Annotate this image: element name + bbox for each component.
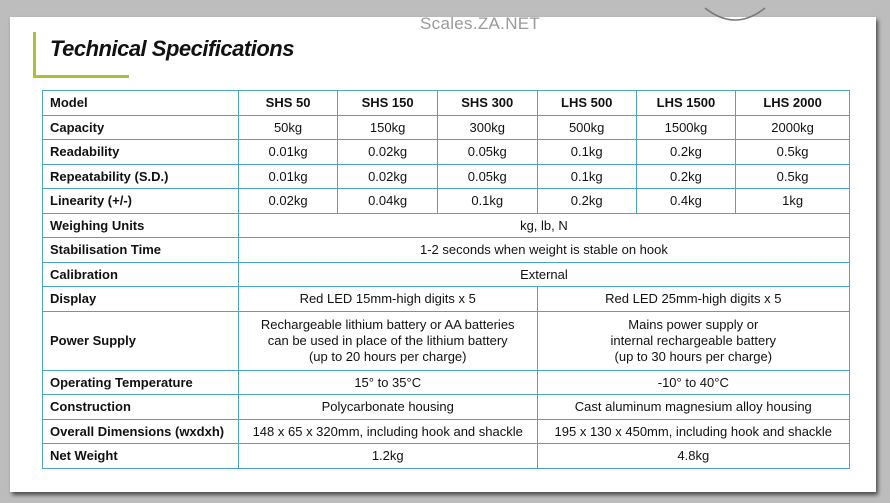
cell-value: 0.02kg [338,140,438,165]
cell-value: 2000kg [736,115,850,140]
table-header-row [43,91,850,116]
cell-value: 1-2 seconds when weight is stable on hook [238,238,849,263]
cell-value: 150kg [338,115,438,140]
cell-value: 1.2kg [238,444,537,469]
spec-table [42,90,850,469]
cell-value: 4.8kg [537,444,849,469]
cell-line: Rechargeable lithium battery or AA batteries [260,316,515,332]
row-label: Display [43,287,239,312]
row-label: Overall Dimensions (wxdxh) [43,419,239,444]
table-row [43,311,850,370]
row-label: Operating Temperature [43,370,239,395]
table-row [43,395,850,420]
cell-value: 1500kg [636,115,735,140]
cell-line: (up to 20 hours per charge) [308,348,467,364]
cell-value: 0.05kg [437,140,537,165]
row-label: Linearity (+/-) [43,189,239,214]
cell-value: 0.02kg [238,189,337,214]
cell-value: kg, lb, N [238,213,849,238]
row-label: Capacity [43,115,239,140]
cell-value: Red LED 15mm-high digits x 5 [238,287,537,312]
cell-value: 0.01kg [238,164,337,189]
table-row [43,370,850,395]
row-label: Stabilisation Time [43,238,239,263]
table-row [43,238,850,263]
cell-value: Cast aluminum magnesium alloy housing [537,395,849,420]
cell-value: 195 x 130 x 450mm, including hook and shackle [537,419,849,444]
model-header: LHS 1500 [636,91,735,116]
cell-value [238,311,537,370]
cell-value: 0.04kg [338,189,438,214]
cell-value: 0.1kg [537,164,636,189]
cell-value: -10° to 40°C [537,370,849,395]
cell-value: 0.1kg [437,189,537,214]
table-row [43,287,850,312]
model-header: LHS 2000 [736,91,850,116]
cell-value: 300kg [437,115,537,140]
model-header: SHS 50 [238,91,337,116]
row-label: Model [43,91,239,116]
cell-value: 15° to 35°C [238,370,537,395]
model-header: SHS 300 [437,91,537,116]
cell-line: (up to 30 hours per charge) [614,348,773,364]
cell-value: 500kg [537,115,636,140]
cell-value [537,311,849,370]
table-row [43,419,850,444]
model-header: LHS 500 [537,91,636,116]
table-row [43,213,850,238]
cell-value: 1kg [736,189,850,214]
cell-value: 0.01kg [238,140,337,165]
cell-value: 0.5kg [736,164,850,189]
row-label: Readability [43,140,239,165]
model-header: SHS 150 [338,91,438,116]
cell-value: 0.05kg [437,164,537,189]
table-row [43,140,850,165]
decorative-arc [700,0,770,30]
watermark: Scales.ZA.NET [420,14,541,33]
cell-value: 148 x 65 x 320mm, including hook and shackle [238,419,537,444]
cell-value: 0.02kg [338,164,438,189]
cell-line: internal rechargeable battery [610,332,777,348]
cell-line: Mains power supply or [628,316,759,332]
cell-value: Polycarbonate housing [238,395,537,420]
accent-bar [33,32,36,78]
table-row [43,164,850,189]
cell-value: 0.1kg [537,140,636,165]
cell-value: External [238,262,849,287]
accent-underline [33,75,129,78]
cell-value: 0.4kg [636,189,735,214]
table-row [43,444,850,469]
table-row [43,262,850,287]
row-label: Power Supply [43,311,239,370]
cell-value: 0.2kg [537,189,636,214]
cell-value: 50kg [238,115,337,140]
table-row [43,189,850,214]
row-label: Net Weight [43,444,239,469]
cell-value: 0.2kg [636,164,735,189]
row-label: Weighing Units [43,213,239,238]
row-label: Repeatability (S.D.) [43,164,239,189]
row-label: Construction [43,395,239,420]
table-row [43,115,850,140]
row-label: Calibration [43,262,239,287]
cell-value: 0.5kg [736,140,850,165]
cell-value: Red LED 25mm-high digits x 5 [537,287,849,312]
cell-line: can be used in place of the lithium battery [267,332,508,348]
page-title: Technical Specifications [50,36,294,61]
cell-value: 0.2kg [636,140,735,165]
